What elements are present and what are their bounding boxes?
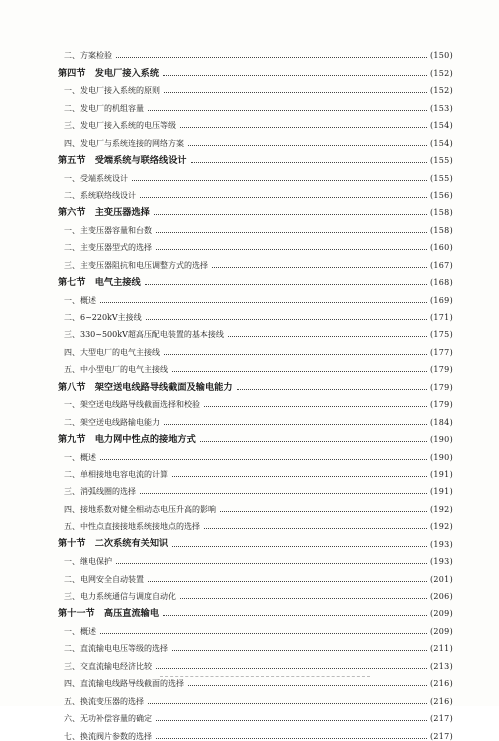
toc-page-number: (167) [429, 260, 453, 270]
toc-page-number: (179) [429, 382, 453, 392]
dot-leader [163, 75, 427, 76]
dot-leader [172, 371, 427, 372]
toc-item-row [58, 113, 453, 130]
dot-leader [204, 528, 427, 529]
toc-item-row [58, 217, 453, 234]
toc-page-number: (154) [429, 121, 453, 131]
toc-entry-title: 二、6~220kV主接线 [64, 313, 142, 322]
toc-page-number: (211) [429, 644, 453, 654]
toc-entry-title: 二、架空送电线路输电能力 [64, 417, 160, 427]
toc-item-row [58, 549, 453, 566]
toc-item-row [58, 287, 453, 304]
toc-item-row [58, 636, 453, 653]
dot-leader [180, 598, 427, 599]
toc-entry-title: 六、无功补偿容量的确定 [64, 714, 152, 724]
toc-item-row [58, 95, 453, 112]
dot-leader [163, 615, 427, 616]
dot-leader [164, 92, 427, 93]
dot-leader [100, 459, 427, 460]
toc-page-number: (190) [429, 435, 453, 445]
toc-page-number: (171) [429, 313, 453, 322]
toc-item-row [58, 339, 453, 356]
toc-item-row [58, 392, 453, 409]
toc-entry-title: 二、系统联络线设计 [64, 190, 136, 200]
toc-page-number: (158) [429, 208, 453, 218]
toc-page-number: (206) [429, 592, 453, 601]
dot-leader [212, 267, 427, 268]
toc-entry-title: 一、概述 [64, 295, 96, 305]
toc-item-row [58, 653, 453, 670]
toc-entry-title: 第五节 受端系统与联络线设计 [58, 154, 187, 166]
toc-entry-title: 三、330~500kV超高压配电装置的基本接线 [64, 330, 224, 340]
dot-leader [156, 249, 427, 250]
dot-leader [172, 546, 427, 547]
table-of-contents [58, 43, 453, 741]
dot-leader [228, 336, 427, 337]
toc-item-row [58, 706, 453, 723]
toc-entry-title: 二、电网安全自动装置 [64, 574, 144, 584]
toc-entry-title: 第四节 发电厂接入系统 [58, 67, 160, 79]
toc-item-row [58, 409, 453, 426]
dot-leader [140, 197, 427, 198]
toc-page-number: (179) [429, 400, 453, 410]
toc-item-row [58, 723, 453, 740]
dot-leader [172, 650, 427, 651]
dot-leader [200, 441, 427, 442]
dot-leader [191, 162, 427, 163]
toc-page-number: (160) [429, 243, 453, 253]
toc-item-row [58, 235, 453, 252]
toc-entry-title: 一、继电保护 [64, 557, 112, 567]
dot-leader [156, 232, 427, 233]
toc-item-row [58, 584, 453, 601]
dot-leader [164, 354, 427, 355]
toc-entry-title: 第六节 主变压器选择 [58, 207, 150, 219]
toc-entry-title: 二、方案检验 [64, 51, 112, 61]
toc-item-row [58, 496, 453, 513]
toc-item-row [58, 183, 453, 200]
dot-leader [146, 319, 427, 320]
toc-section-row [58, 200, 453, 217]
toc-item-row [58, 479, 453, 496]
toc-page-number: (190) [429, 452, 453, 462]
toc-item-row [58, 566, 453, 583]
toc-entry-title: 五、中性点直接接地系统接地点的选择 [64, 522, 200, 532]
toc-section-row [58, 531, 453, 548]
toc-page-number: (201) [429, 574, 453, 584]
toc-page-number: (158) [429, 225, 453, 235]
toc-entry-title: 四、发电厂与系统连接的网络方案 [64, 138, 184, 148]
toc-page-number: (209) [429, 609, 453, 619]
toc-entry-title: 一、受端系统设计 [64, 173, 128, 183]
toc-entry-title: 一、概述 [64, 626, 96, 636]
dot-leader [172, 476, 427, 477]
dot-leader [156, 738, 427, 739]
toc-entry-title: 四、大型电厂的电气主接线 [64, 347, 160, 357]
toc-page-number: (213) [429, 661, 453, 671]
toc-entry-title: 一、架空送电线路导线截面选择和校验 [64, 400, 200, 410]
toc-entry-title: 第八节 架空送电线路导线截面及输电能力 [58, 381, 233, 393]
dot-leader [145, 284, 427, 285]
toc-page-number: (155) [429, 173, 453, 183]
toc-section-row [58, 148, 453, 165]
toc-item-row [58, 357, 453, 374]
toc-item-row [58, 618, 453, 635]
toc-entry-title: 一、主变压器容量和台数 [64, 225, 152, 235]
toc-entry-title: 二、发电厂的机组容量 [64, 103, 144, 113]
toc-entry-title: 四、接地系数对健全相动态电压升高的影响 [64, 504, 216, 514]
toc-entry-title: 三、发电厂接入系统的电压等级 [64, 121, 176, 131]
toc-item-row [58, 78, 453, 95]
toc-page-number: (152) [429, 86, 453, 96]
toc-entry-title: 五、换流变压器的选择 [64, 696, 144, 706]
toc-page-number: (152) [429, 68, 453, 78]
toc-page-number: (216) [429, 696, 453, 706]
toc-item-row [58, 444, 453, 461]
toc-item-row [58, 514, 453, 531]
toc-section-row [58, 60, 453, 77]
dot-leader [140, 493, 427, 494]
toc-page-number: (156) [429, 190, 453, 200]
toc-item-row [58, 322, 453, 339]
toc-entry-title: 第十节 二次系统有关知识 [58, 538, 169, 550]
toc-entry-title: 三、电力系统通信与调度自动化 [64, 592, 176, 601]
toc-item-row [58, 688, 453, 705]
toc-item-row [58, 252, 453, 269]
dot-leader [180, 127, 427, 128]
toc-page-number: (179) [429, 365, 453, 375]
toc-entry-title: 三、消弧线圈的选择 [64, 487, 136, 497]
dot-leader [132, 180, 427, 181]
toc-section-row [58, 601, 453, 618]
toc-page-number: (153) [429, 103, 453, 113]
toc-entry-title: 一、概述 [64, 452, 96, 462]
toc-entry-title: 三、主变压器阻抗和电压调整方式的选择 [64, 260, 208, 270]
toc-page-number: (216) [429, 679, 453, 689]
toc-entry-title: 一、发电厂接入系统的原则 [64, 86, 160, 96]
toc-page-number: (193) [429, 557, 453, 567]
toc-entry-title: 三、交直流输电经济比较 [64, 661, 152, 671]
toc-page-number: (169) [429, 295, 453, 305]
dot-leader [148, 110, 427, 111]
dot-leader [188, 145, 427, 146]
bottom-rule [160, 676, 370, 677]
toc-entry-title: 四、直流输电线路导线截面的选择 [64, 679, 184, 689]
toc-page-number: (177) [429, 347, 453, 357]
toc-entry-title: 第十一节 高压直流输电 [58, 608, 160, 620]
toc-page-number: (191) [429, 469, 453, 479]
dot-leader [100, 302, 427, 303]
toc-page-number: (209) [429, 626, 453, 636]
toc-section-row [58, 374, 453, 391]
toc-page-number: (150) [429, 51, 453, 61]
toc-item-row [58, 462, 453, 479]
toc-page-number: (184) [429, 417, 453, 427]
toc-page-number: (217) [429, 714, 453, 724]
toc-page-number: (191) [429, 487, 453, 497]
dot-leader [188, 685, 427, 686]
toc-item-row [58, 165, 453, 182]
toc-entry-title: 二、主变压器型式的选择 [64, 243, 152, 253]
toc-page-number: (192) [429, 522, 453, 532]
dot-leader [237, 389, 427, 390]
toc-item-row [58, 43, 453, 60]
dot-leader [156, 668, 427, 669]
toc-page-number: (192) [429, 504, 453, 514]
dot-leader [220, 511, 427, 512]
dot-leader [148, 581, 427, 582]
toc-entry-title: 二、单相接地电容电流的计算 [64, 469, 168, 479]
dot-leader [156, 720, 427, 721]
toc-section-row [58, 270, 453, 287]
toc-page-number: (155) [429, 156, 453, 166]
dot-leader [100, 633, 427, 634]
toc-section-row [58, 427, 453, 444]
dot-leader [148, 703, 427, 704]
toc-item-row [58, 305, 453, 322]
toc-entry-title: 二、直流输电电压等级的选择 [64, 644, 168, 654]
toc-page-number: (168) [429, 278, 453, 288]
toc-entry-title: 五、中小型电厂的电气主接线 [64, 365, 168, 375]
toc-item-row [58, 130, 453, 147]
toc-entry-title: 第九节 电力网中性点的接地方式 [58, 433, 196, 445]
dot-leader [154, 214, 427, 215]
toc-item-row [58, 671, 453, 688]
toc-page-number: (193) [429, 539, 453, 549]
dot-leader [164, 424, 427, 425]
toc-entry-title: 七、换流阀片参数的选择 [64, 731, 152, 741]
toc-page-number: (175) [429, 330, 453, 340]
toc-entry-title: 第七节 电气主接线 [58, 276, 141, 288]
toc-page-number: (154) [429, 138, 453, 148]
dot-leader [116, 57, 427, 58]
dot-leader [204, 406, 427, 407]
toc-page-number: (217) [429, 731, 453, 741]
dot-leader [116, 563, 427, 564]
